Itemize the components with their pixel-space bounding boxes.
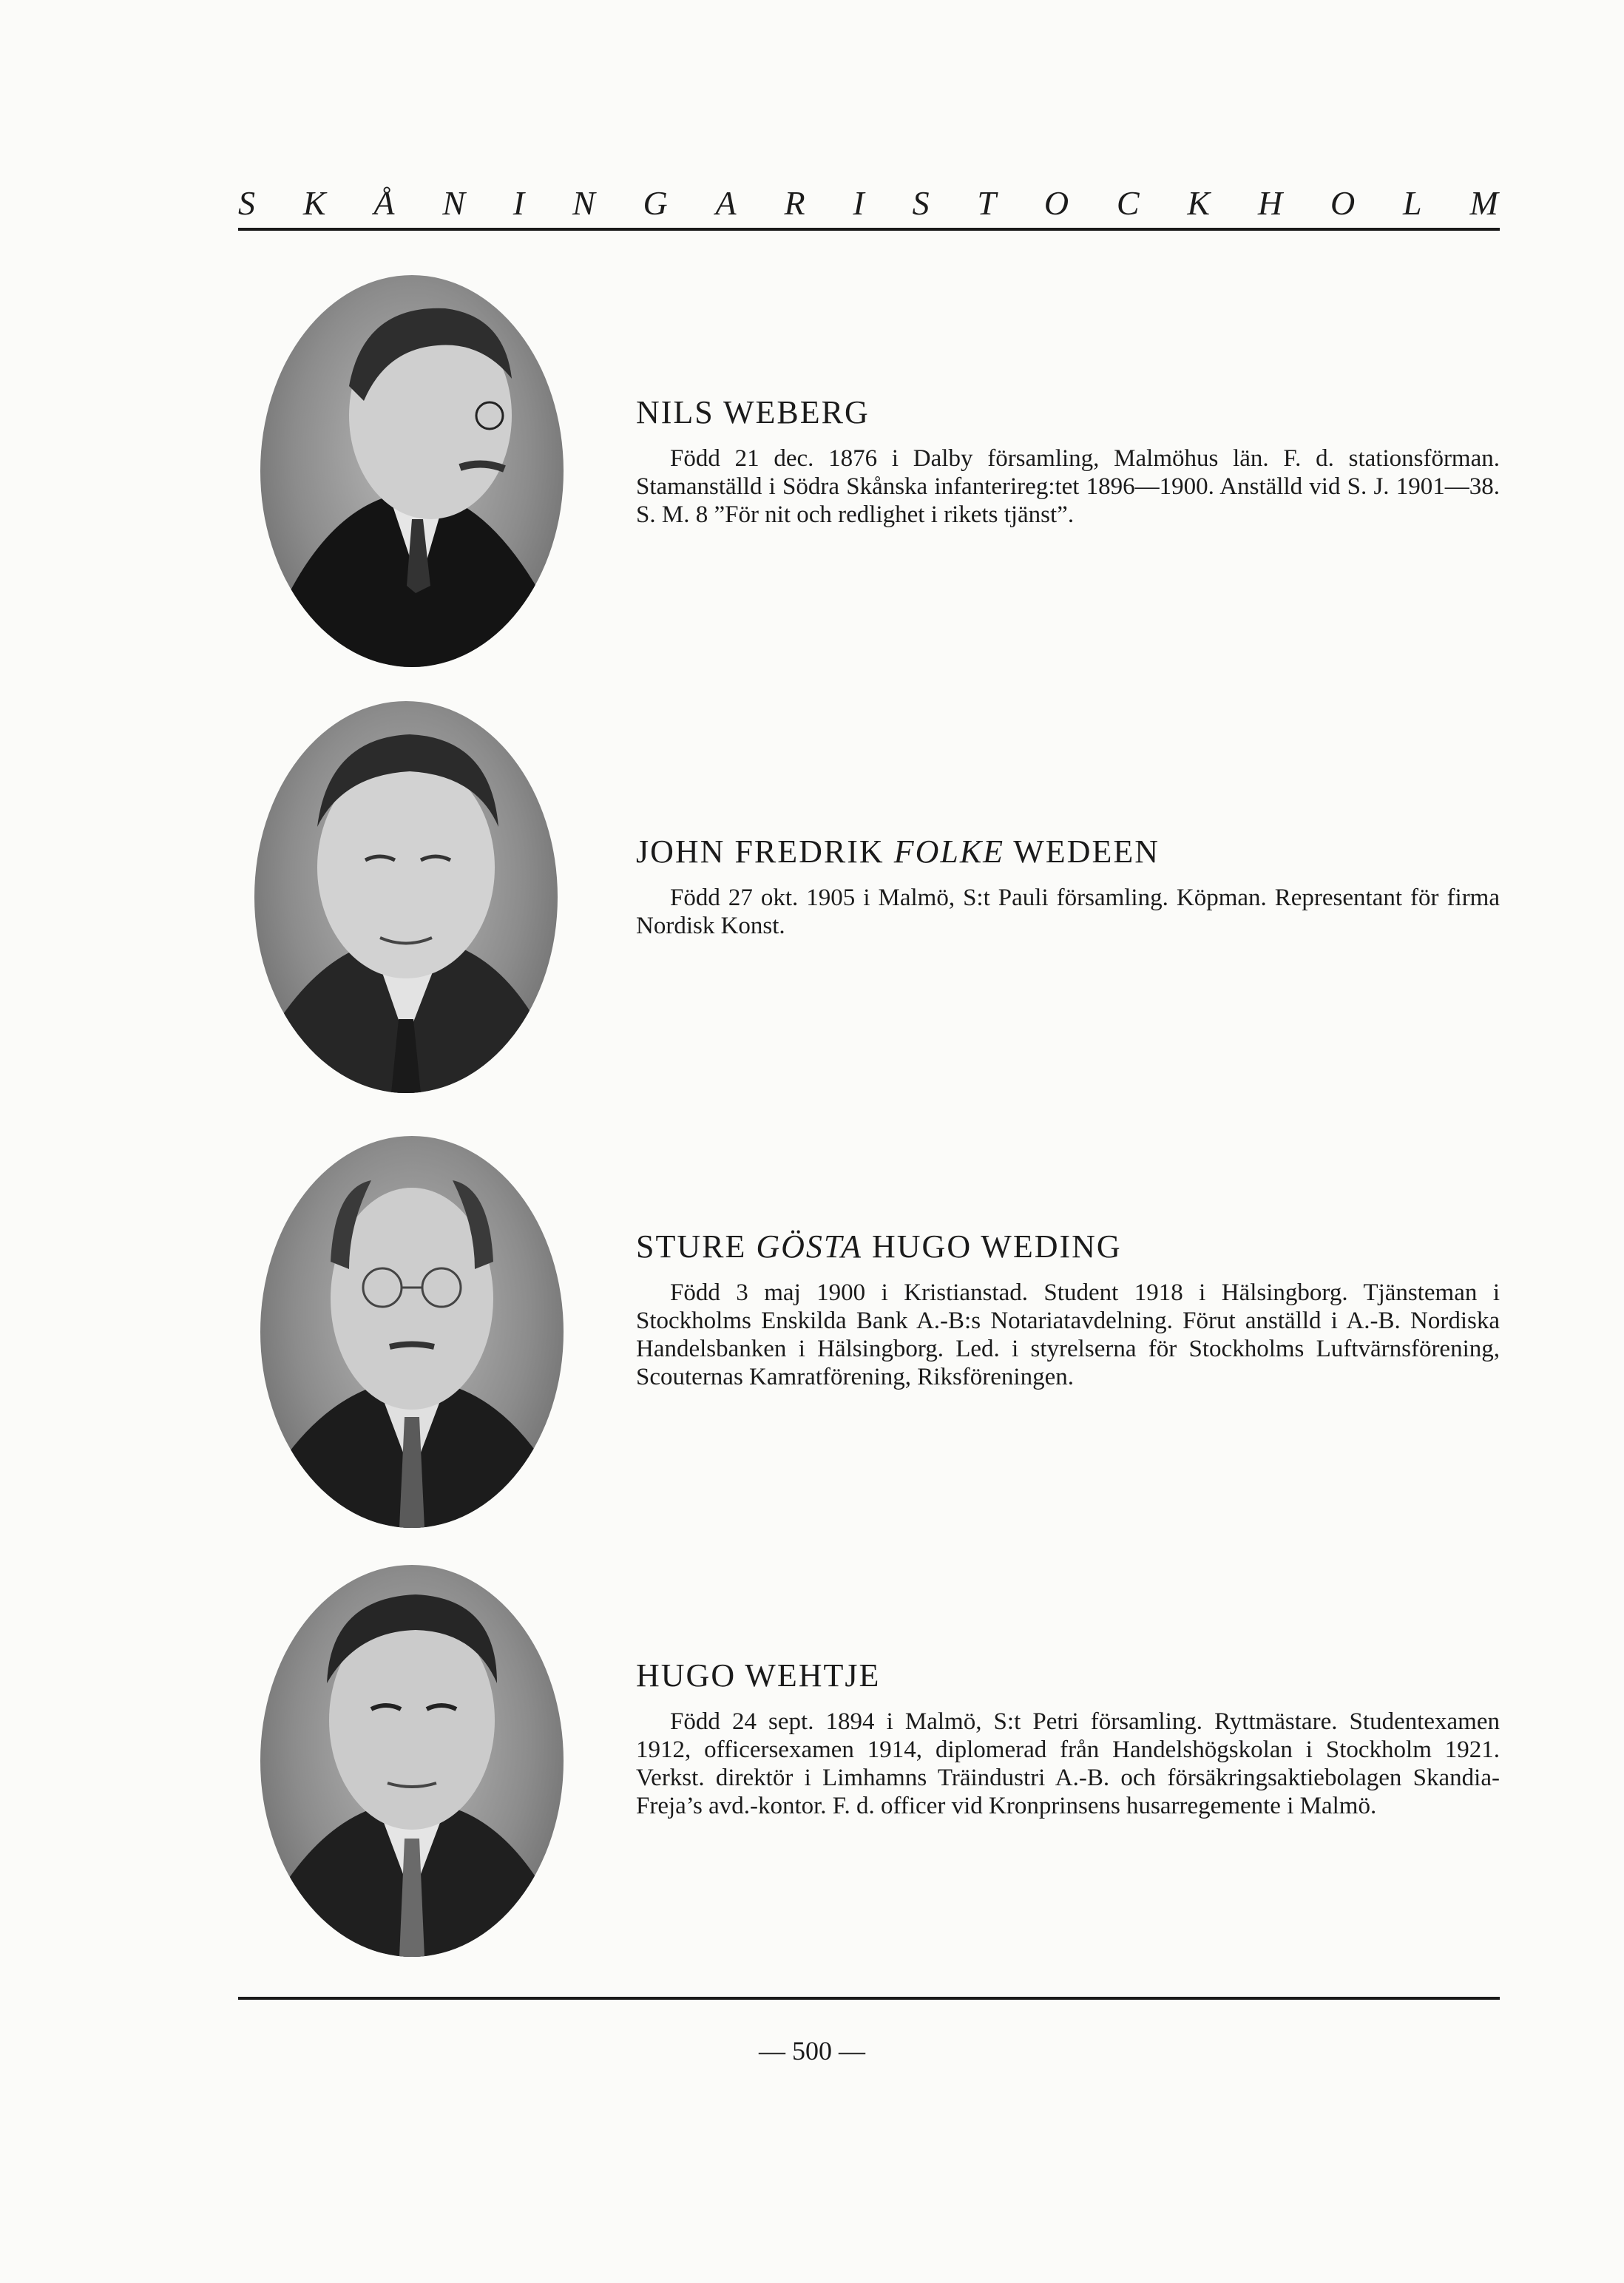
portrait-illustration <box>260 1565 564 1957</box>
name-part: HUGO WEHTJE <box>636 1657 881 1694</box>
page-number: — 500 — <box>759 2036 865 2066</box>
biography-text: Född 27 okt. 1905 i Malmö, S:t Pauli församling. Köpman. Representant för firma Nordisk Konst. <box>636 885 1500 939</box>
running-head-letter: M <box>1469 184 1500 222</box>
portrait-photo <box>260 275 564 667</box>
name-part-italic: FOLKE <box>893 833 1005 870</box>
running-head-letter: R <box>784 184 807 222</box>
name-part: STURE <box>636 1228 757 1265</box>
running-head-letter: N <box>442 184 467 222</box>
running-head-letter: A <box>715 184 738 222</box>
running-head-letter: L <box>1403 184 1424 222</box>
portrait-photo <box>260 1565 564 1957</box>
running-head-letter: O <box>1043 184 1071 222</box>
portrait-illustration <box>260 275 564 667</box>
name-part: NILS WEBERG <box>636 394 870 430</box>
running-head-letter: G <box>643 184 669 222</box>
running-head-letter: S <box>912 184 931 222</box>
name-part-italic: GÖSTA <box>756 1228 862 1265</box>
running-head <box>238 183 1500 223</box>
running-head-letter: S <box>238 184 257 222</box>
running-head-letter: N <box>572 184 597 222</box>
person-name <box>636 1228 1500 1265</box>
running-head-letter: T <box>977 184 998 222</box>
person-name <box>636 1657 1500 1694</box>
portrait-illustration <box>260 1136 564 1528</box>
running-head-letter: C <box>1116 184 1141 222</box>
running-head-letter: K <box>302 184 328 222</box>
person-name <box>636 833 1500 870</box>
biography-text-block <box>636 1657 1500 1820</box>
biography-text: Född 24 sept. 1894 i Malmö, S:t Petri församling. Ryttmästare. Studentexamen 1912, officersexamen 1914, diplomerad från Handelshögskolan i Stockholm 1921. Verkst. direktör i Limhamns Träindustri A.-B. och försäkringsaktiebolagen Skandia-Freja’s avd.-kontor. F. d. officer vid Kronprinsens husarregemente i Malmö. <box>636 1708 1500 1819</box>
name-part: HUGO WEDING <box>862 1228 1122 1265</box>
name-part: JOHN FREDRIK <box>636 833 894 870</box>
header-rule <box>238 228 1500 231</box>
running-head-letter: H <box>1257 184 1285 222</box>
running-head-letter: I <box>512 184 527 222</box>
biography-text-block <box>636 833 1500 940</box>
biography-text: Född 21 dec. 1876 i Dalby församling, Malmöhus län. F. d. stationsförman. Stamanställd i Södra Skånska infanterireg:tet 1896—1900. Anställd vid S. J. 1901—38. S. M. 8 ”För nit och redlighet i rikets tjänst”. <box>636 445 1500 528</box>
running-head-letter: O <box>1330 184 1357 222</box>
portrait-illustration <box>254 701 558 1093</box>
portrait-photo <box>260 1136 564 1528</box>
name-part: WEDEEN <box>1004 833 1160 870</box>
footer-rule <box>238 1997 1500 2000</box>
running-head-letter: Å <box>373 184 396 222</box>
biography-text-block <box>636 1228 1500 1391</box>
biography-text: Född 3 maj 1900 i Kristianstad. Student 1918 i Hälsingborg. Tjänsteman i Stockholms Enskilda Bank A.-B:s Notariatavdelning. Förut anställd i A.-B. Nordiska Handelsbanken i Hälsingborg. Led. i styrelserna för Stockholms Luftvärnsförening, Scouternas Kamratförening, Riksföreningen. <box>636 1279 1500 1390</box>
running-head-letter: K <box>1187 184 1212 222</box>
person-name <box>636 393 1500 431</box>
biography-text-block <box>636 393 1500 529</box>
running-head-letter: I <box>853 184 866 222</box>
portrait-photo <box>254 701 558 1093</box>
